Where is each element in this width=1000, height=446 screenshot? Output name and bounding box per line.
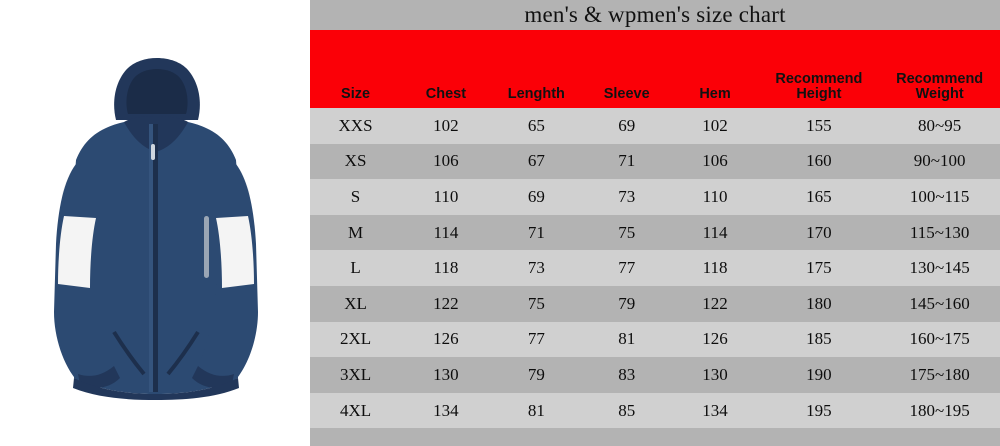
cell-length: 73 <box>527 258 545 278</box>
cell-height: 170 <box>806 222 832 242</box>
cell-weight: 115~130 <box>909 222 970 242</box>
size-table <box>310 72 1000 428</box>
page-title: men's & wpmen's size chart <box>310 0 1000 30</box>
cell-sleeve: 73 <box>618 186 636 206</box>
cell-size: XL <box>344 293 367 313</box>
cell-sleeve: 77 <box>618 258 636 278</box>
cell-height: 160 <box>806 151 832 171</box>
cell-hem: 106 <box>702 151 728 171</box>
column-header-size: Size <box>341 86 371 102</box>
cell-length: 67 <box>527 151 545 171</box>
cell-chest: 122 <box>433 293 459 313</box>
cell-sleeve: 71 <box>618 151 636 171</box>
cell-hem: 102 <box>702 115 728 135</box>
column-header-recommend-weight-line2: Weight <box>915 86 964 102</box>
product-image-panel <box>0 0 310 446</box>
cell-weight: 145~160 <box>909 293 970 313</box>
cell-chest: 102 <box>433 115 459 135</box>
table-header <box>310 72 1000 108</box>
table-row <box>310 144 1000 180</box>
column-header-chest: Chest <box>425 86 467 102</box>
table-body <box>310 108 1000 428</box>
table-header-row <box>310 72 1000 108</box>
cell-length: 81 <box>527 400 545 420</box>
table-row <box>310 179 1000 215</box>
cell-hem: 110 <box>702 186 728 206</box>
column-header-recommend-weight-line1: Recommend <box>896 71 984 87</box>
cell-sleeve: 69 <box>618 115 636 135</box>
cell-chest: 106 <box>433 151 459 171</box>
cell-hem: 134 <box>702 400 728 420</box>
table-row <box>310 215 1000 251</box>
cell-height: 175 <box>806 258 832 278</box>
column-header-sleeve: Sleeve <box>603 86 650 102</box>
cell-sleeve: 81 <box>618 329 636 349</box>
red-band-top <box>310 30 1000 72</box>
table-row <box>310 322 1000 358</box>
cell-size: XXS <box>338 115 373 135</box>
cell-length: 79 <box>527 364 545 384</box>
cell-size: S <box>350 186 361 206</box>
cell-size: M <box>347 222 364 242</box>
jacket-icon <box>28 48 284 400</box>
cell-hem: 130 <box>702 364 728 384</box>
cell-weight: 100~115 <box>909 186 970 206</box>
cell-height: 165 <box>806 186 832 206</box>
table-row <box>310 393 1000 429</box>
table-row <box>310 250 1000 286</box>
cell-weight: 180~195 <box>909 400 970 420</box>
cell-height: 185 <box>806 329 832 349</box>
cell-length: 71 <box>527 222 545 242</box>
cell-hem: 118 <box>702 258 728 278</box>
cell-length: 75 <box>527 293 545 313</box>
cell-height: 155 <box>806 115 832 135</box>
cell-height: 195 <box>806 400 832 420</box>
cell-height: 190 <box>806 364 832 384</box>
cell-length: 65 <box>527 115 545 135</box>
cell-weight: 90~100 <box>913 151 966 171</box>
cell-hem: 114 <box>702 222 728 242</box>
column-header-length: Lenghth <box>507 86 565 102</box>
cell-chest: 130 <box>433 364 459 384</box>
cell-sleeve: 83 <box>618 364 636 384</box>
cell-chest: 134 <box>433 400 459 420</box>
cell-chest: 114 <box>433 222 459 242</box>
cell-length: 69 <box>527 186 545 206</box>
cell-weight: 175~180 <box>909 364 970 384</box>
cell-sleeve: 85 <box>618 400 636 420</box>
cell-length: 77 <box>527 329 545 349</box>
cell-height: 180 <box>806 293 832 313</box>
cell-chest: 110 <box>433 186 459 206</box>
cell-size: XS <box>344 151 367 171</box>
cell-size: 2XL <box>339 329 372 349</box>
cell-size: L <box>350 258 361 278</box>
size-chart-panel <box>310 0 1000 446</box>
cell-chest: 126 <box>433 329 459 349</box>
column-header-recommend-height <box>759 72 880 108</box>
jacket-illustration <box>28 48 284 400</box>
cell-weight: 130~145 <box>909 258 970 278</box>
table-row <box>310 286 1000 322</box>
column-header-hem: Hem <box>699 86 731 102</box>
cell-sleeve: 79 <box>618 293 636 313</box>
column-header-recommend-height-line2: Height <box>796 86 842 102</box>
cell-size: 3XL <box>339 364 372 384</box>
cell-weight: 80~95 <box>918 115 962 135</box>
cell-hem: 126 <box>702 329 728 349</box>
table-row <box>310 357 1000 393</box>
column-header-recommend-weight <box>879 72 1000 108</box>
cell-size: 4XL <box>339 400 372 420</box>
cell-weight: 160~175 <box>909 329 970 349</box>
cell-chest: 118 <box>433 258 459 278</box>
cell-sleeve: 75 <box>618 222 636 242</box>
table-row <box>310 108 1000 144</box>
column-header-recommend-height-line1: Recommend <box>775 71 863 87</box>
cell-hem: 122 <box>702 293 728 313</box>
